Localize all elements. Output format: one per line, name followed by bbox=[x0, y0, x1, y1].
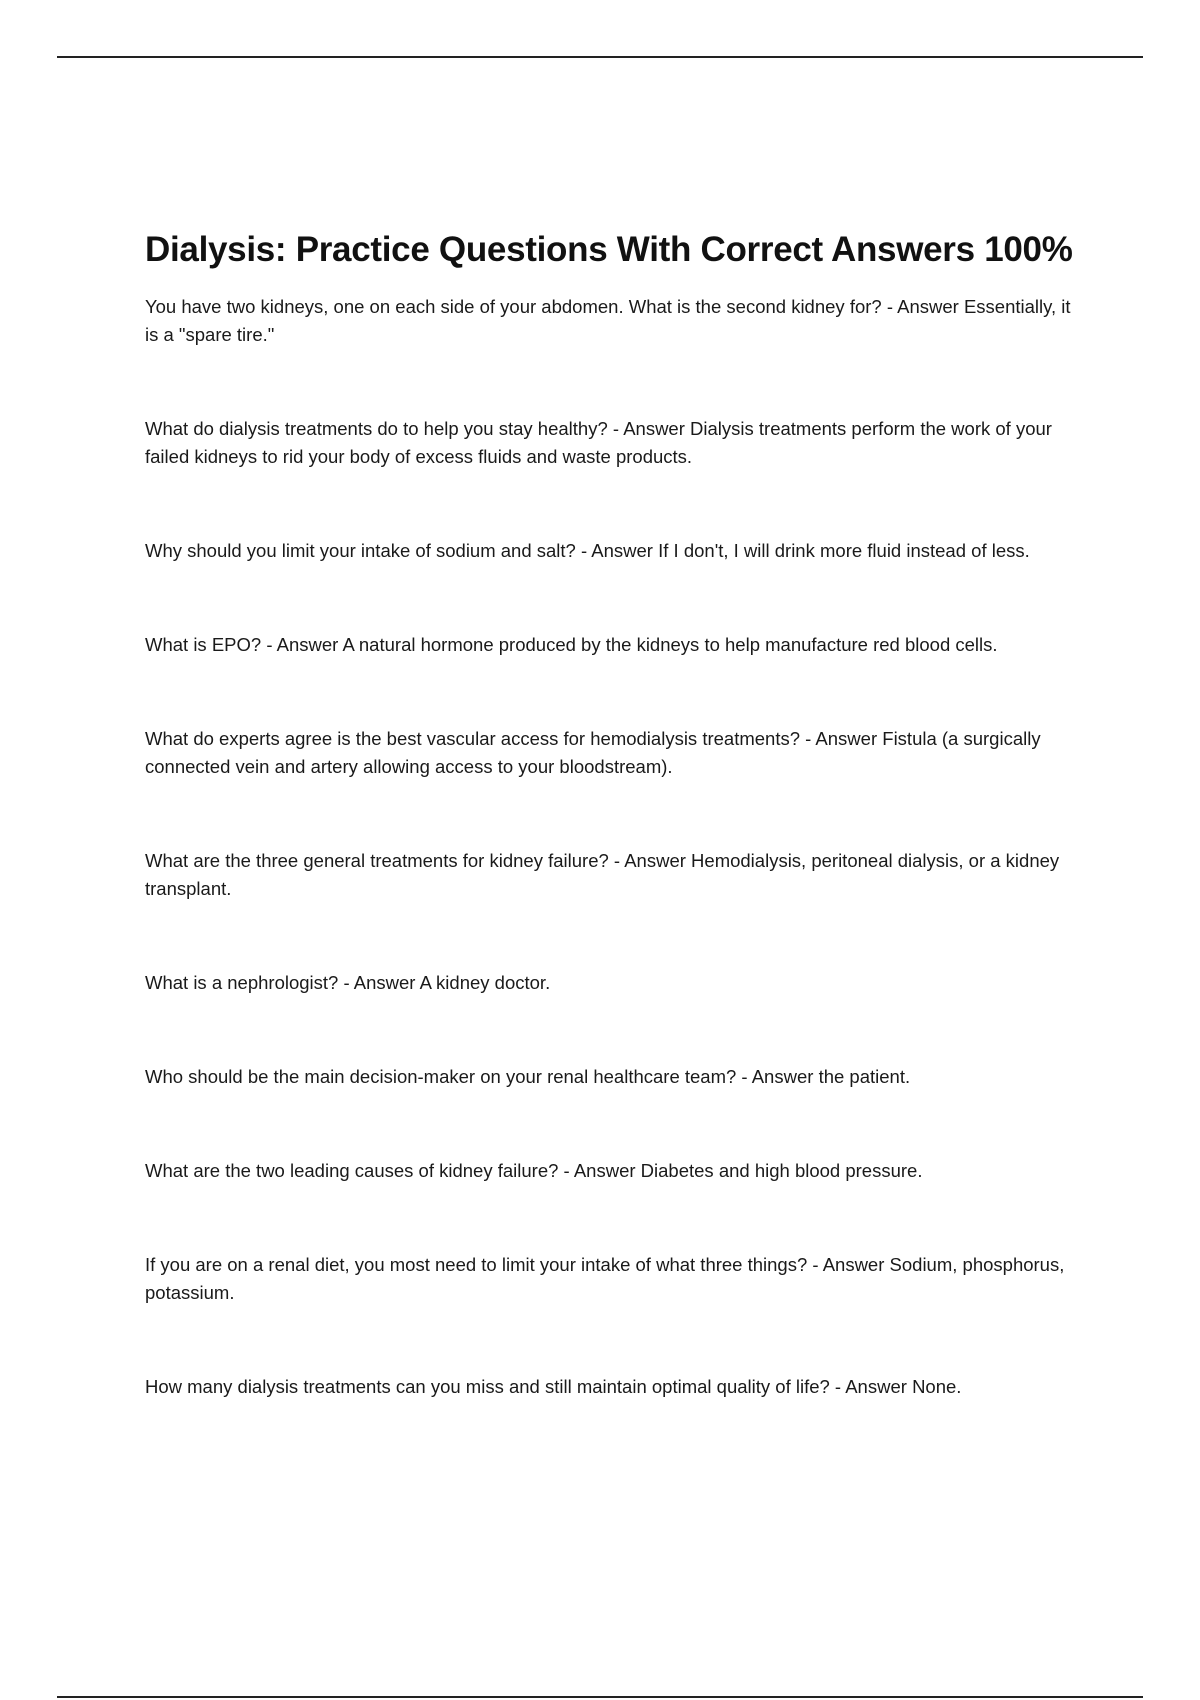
answer-text: If I don't, I will drink more fluid instead of less. bbox=[658, 540, 1030, 561]
question-text: What are the two leading causes of kidney failure? - bbox=[145, 1160, 574, 1181]
answer-label: Answer bbox=[573, 1160, 636, 1181]
answer-label: Answer bbox=[845, 1376, 907, 1397]
qa-item bbox=[145, 1157, 1085, 1185]
question-text: If you are on a renal diet, you most need to limit your intake of what three things? - bbox=[145, 1254, 823, 1275]
qa-item bbox=[145, 969, 1085, 997]
answer-text: Hemodialysis, peritoneal dialysis, or a kidney transplant. bbox=[145, 850, 1060, 899]
answer-label: Answer bbox=[353, 972, 416, 993]
answer-label: Answer bbox=[591, 540, 653, 561]
qa-item bbox=[145, 537, 1085, 565]
document-title: Dialysis: Practice Questions With Correct Answers 100% bbox=[145, 230, 1073, 269]
question-text: You have two kidneys, one on each side of your abdomen. What is the second kidney for? - bbox=[145, 296, 897, 317]
answer-text: A natural hormone produced by the kidneys to help manufacture red blood cells. bbox=[342, 634, 998, 655]
answer-label: Answer bbox=[623, 418, 685, 439]
qa-item bbox=[145, 1373, 1085, 1401]
answer-label: Answer bbox=[624, 850, 686, 871]
qa-list bbox=[145, 293, 1085, 1401]
question-text: What is EPO? - bbox=[145, 634, 277, 655]
qa-item bbox=[145, 415, 1085, 471]
answer-label: Answer bbox=[751, 1066, 814, 1087]
answer-label: Answer bbox=[815, 728, 878, 749]
answer-text: Dialysis treatments perform the work of your failed kidneys to rid your body of excess fluids and waste products. bbox=[145, 418, 1052, 467]
qa-item bbox=[145, 847, 1085, 903]
qa-item bbox=[145, 1251, 1085, 1307]
qa-item bbox=[145, 1063, 1085, 1091]
question-text: What do dialysis treatments do to help you stay healthy? - bbox=[145, 418, 623, 439]
qa-item bbox=[145, 631, 1085, 659]
qa-item bbox=[145, 293, 1085, 349]
document-body bbox=[145, 224, 1085, 1467]
qa-item bbox=[145, 725, 1085, 781]
footer-rule bbox=[57, 1696, 1143, 1698]
answer-text: A kidney doctor. bbox=[419, 972, 551, 993]
question-text: How many dialysis treatments can you miss and still maintain optimal quality of life? - bbox=[145, 1376, 845, 1397]
question-text: What is a nephrologist? - bbox=[145, 972, 354, 993]
question-text: What do experts agree is the best vascular access for hemodialysis treatments? - bbox=[145, 728, 815, 749]
answer-text: None. bbox=[912, 1376, 962, 1397]
answer-label: Answer bbox=[822, 1254, 885, 1275]
answer-text: Diabetes and high blood pressure. bbox=[640, 1160, 923, 1181]
answer-label: Answer bbox=[897, 296, 959, 317]
answer-text: Sodium, phosphorus, potassium. bbox=[145, 1254, 1065, 1303]
header-rule bbox=[57, 56, 1143, 58]
question-text: Why should you limit your intake of sodium and salt? - bbox=[145, 540, 591, 561]
answer-text: Fistula (a surgically connected vein and artery allowing access to your bloodstream). bbox=[145, 728, 1041, 777]
answer-text: the patient. bbox=[818, 1066, 911, 1087]
question-text: What are the three general treatments for kidney failure? - bbox=[145, 850, 624, 871]
question-text: Who should be the main decision-maker on your renal healthcare team? - bbox=[145, 1066, 752, 1087]
answer-text: Essentially, it is a "spare tire." bbox=[145, 296, 1071, 345]
answer-label: Answer bbox=[276, 634, 339, 655]
